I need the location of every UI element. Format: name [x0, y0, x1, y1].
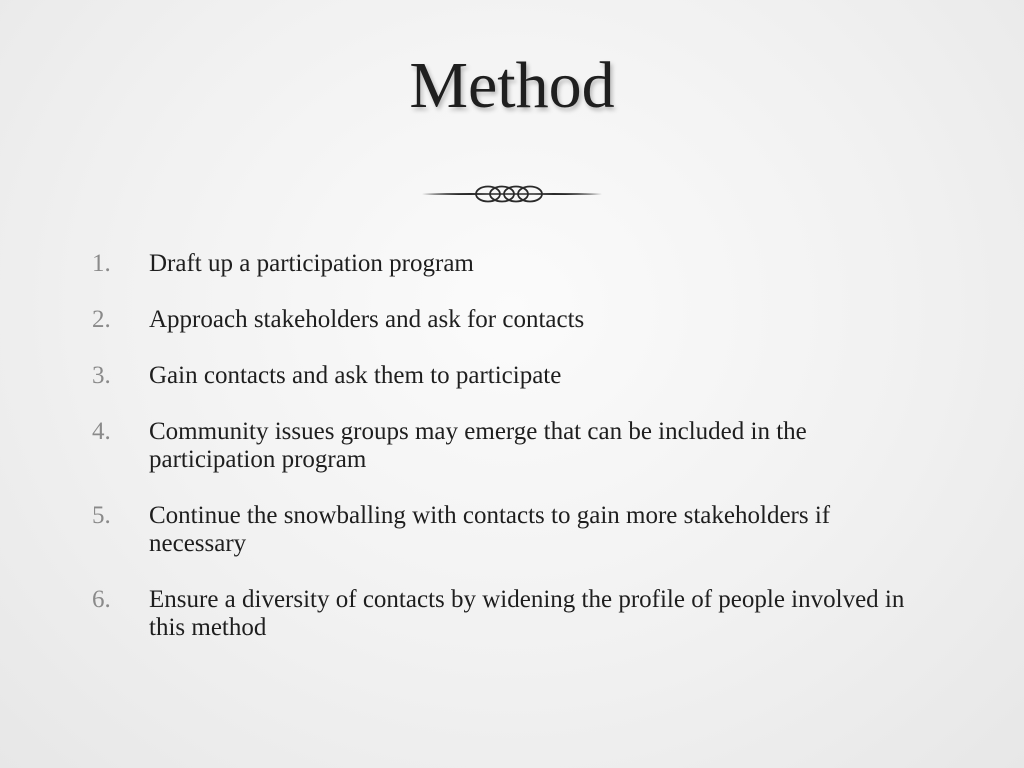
list-item [88, 502, 928, 558]
list-item [88, 306, 928, 334]
list-item-text: Gain contacts and ask them to participate [149, 362, 562, 389]
list-item [88, 250, 928, 278]
list-item [88, 586, 928, 642]
list-item-text: Ensure a diversity of contacts by widening the profile of people involved in this method [149, 586, 905, 641]
list-item-number: 5. [92, 502, 111, 529]
list-item-text: Continue the snowballing with contacts to gain more stakeholders if necessary [149, 502, 831, 557]
list-item-number: 2. [92, 306, 111, 333]
list-item [88, 418, 928, 474]
list-item-text: Community issues groups may emerge that can be included in the participation program [149, 418, 807, 473]
method-steps-list [88, 250, 928, 670]
list-item-number: 4. [92, 418, 111, 445]
list-item-number: 6. [92, 586, 111, 613]
slide-title: Method [409, 49, 615, 122]
list-item-number: 3. [92, 362, 111, 389]
list-item-text: Approach stakeholders and ask for contacts [149, 306, 585, 333]
list-item [88, 362, 928, 390]
list-item-text: Draft up a participation program [149, 250, 474, 277]
list-item-number: 1. [92, 250, 111, 277]
scroll-ornament-icon [420, 178, 604, 210]
